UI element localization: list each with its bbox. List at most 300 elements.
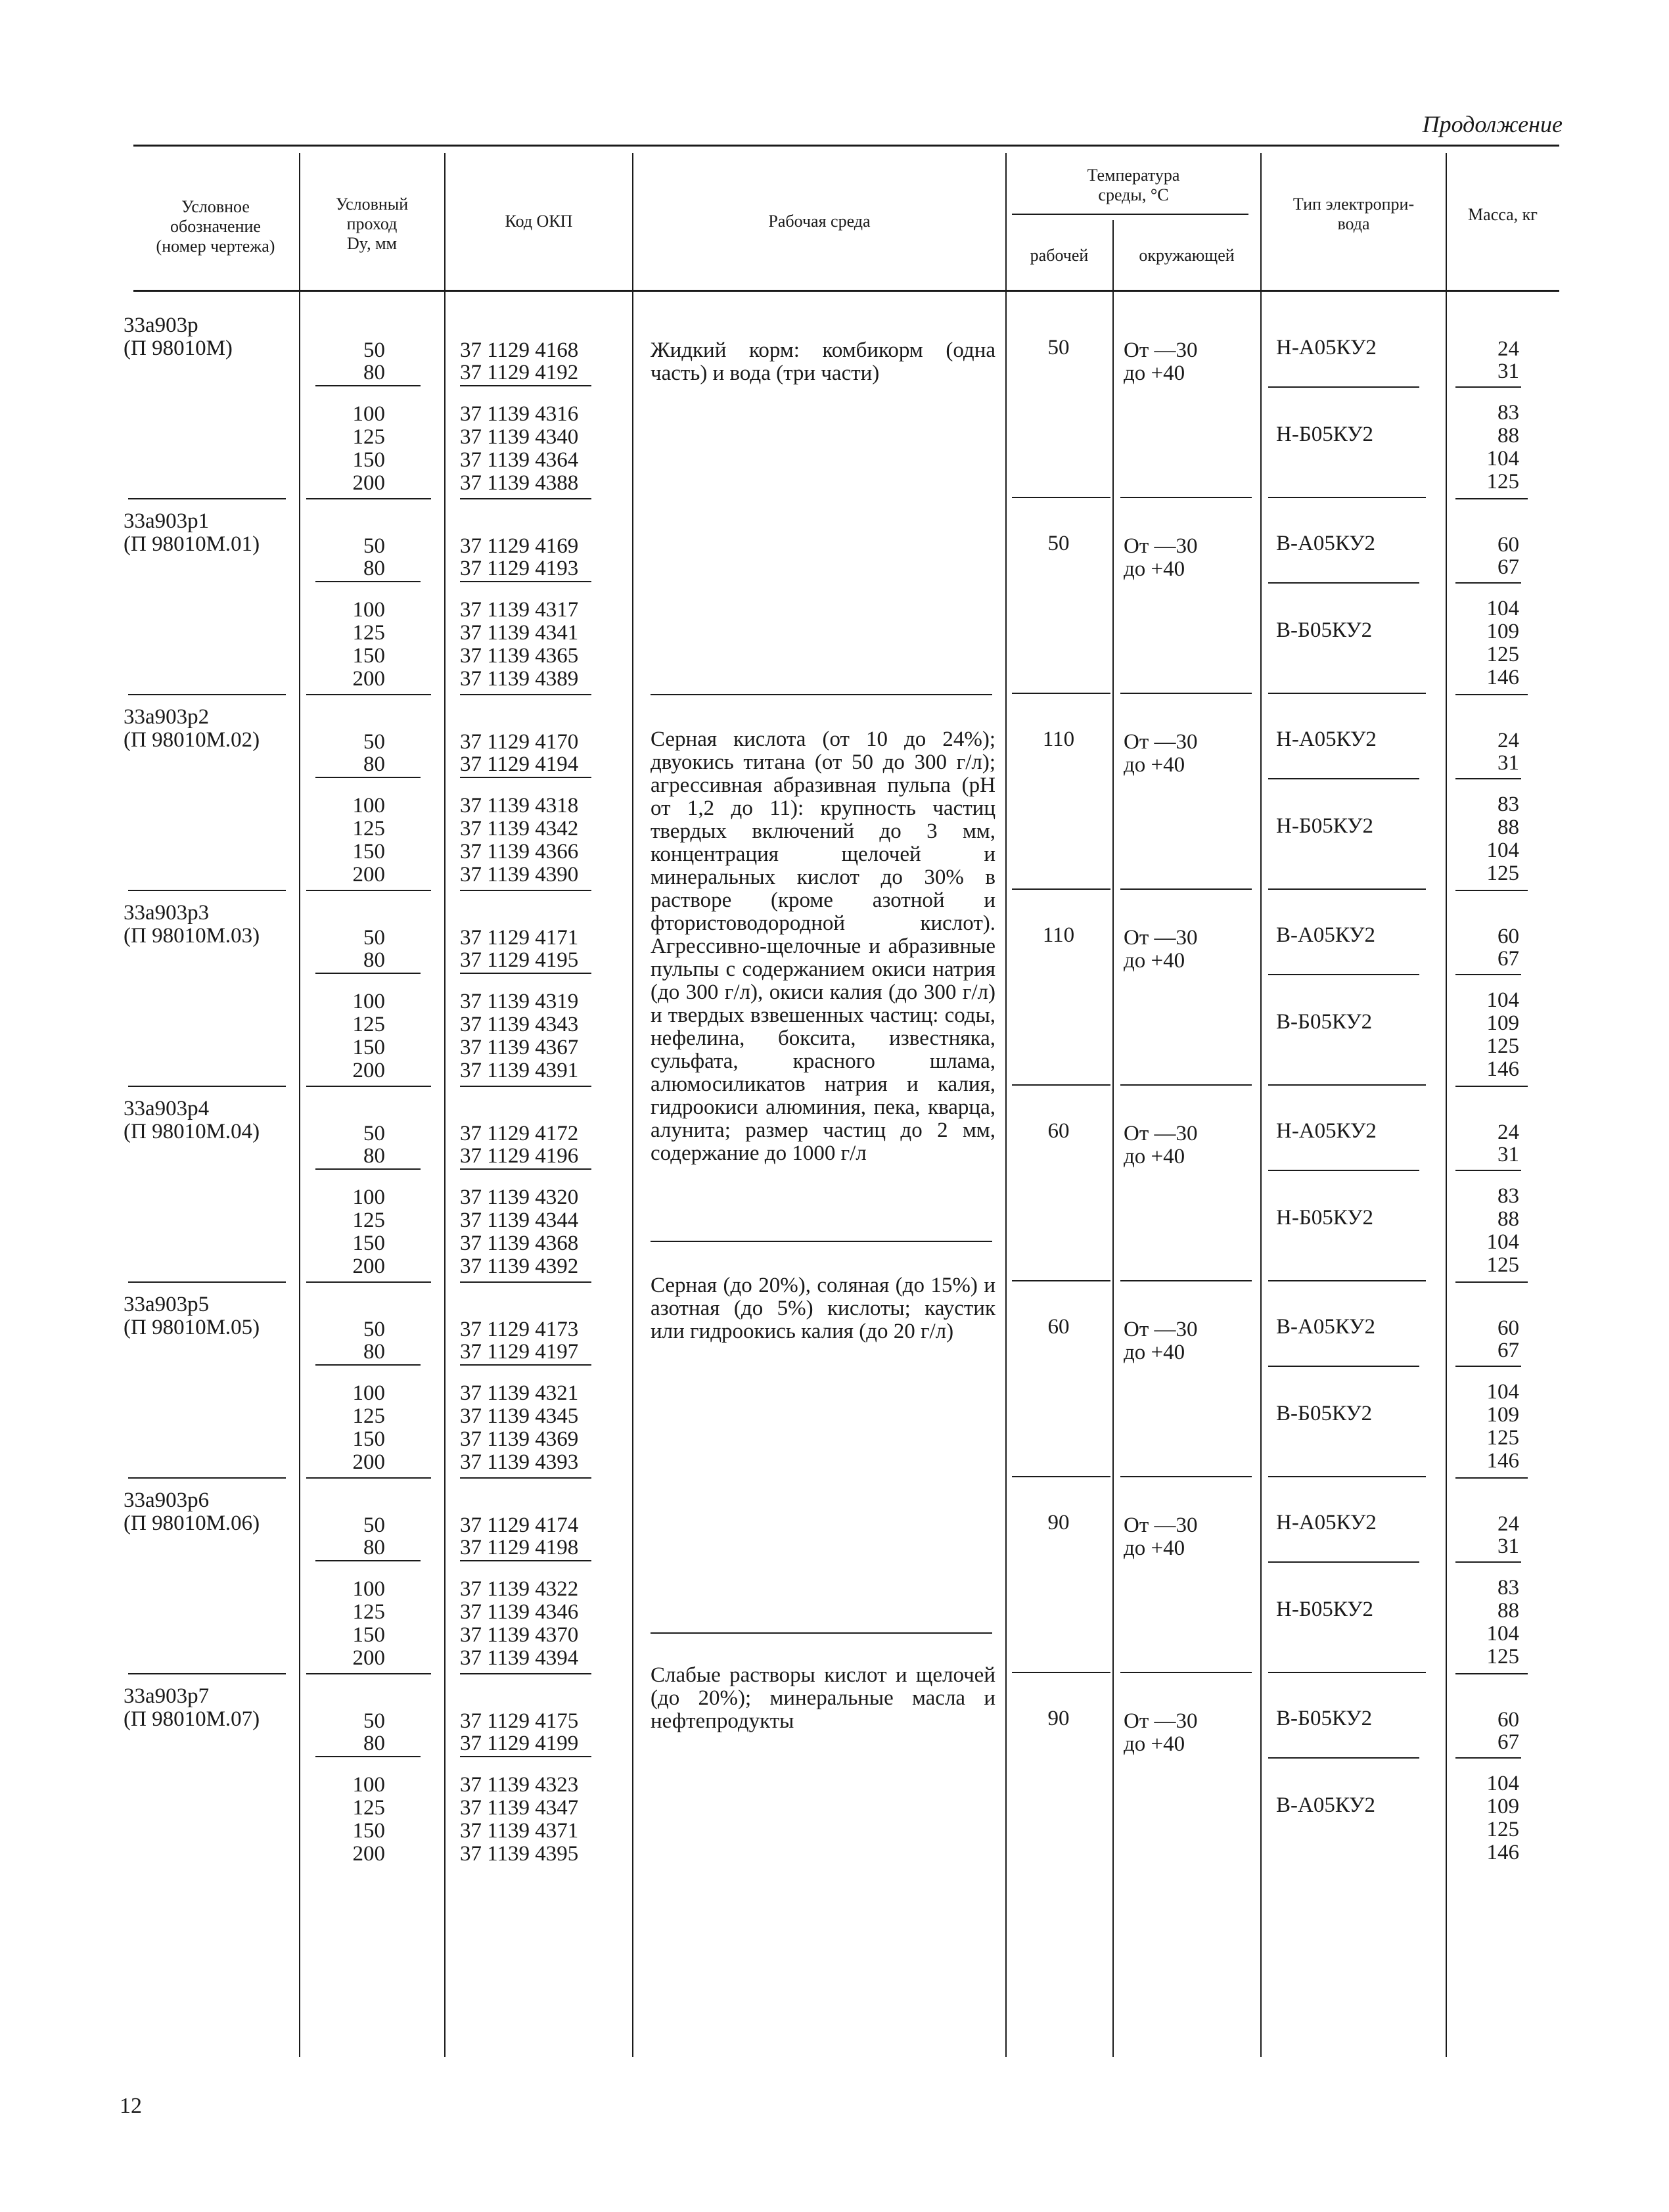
mass-value: 31	[1498, 1534, 1519, 1558]
dn-value: 100	[352, 1186, 385, 1209]
group-rule	[128, 1086, 286, 1087]
medium-rule	[651, 1632, 992, 1634]
group-rule	[1455, 694, 1528, 695]
drive-type: В-Б05КУ2	[1276, 1707, 1373, 1730]
dn-value: 200	[352, 863, 385, 887]
header-designation: Условное обозначение (номер чертежа)	[156, 197, 275, 256]
okp-split-rule	[460, 973, 591, 974]
dn-split-rule	[315, 1364, 421, 1366]
temp-ambient-to: до +40	[1124, 1341, 1185, 1364]
group-rule	[1268, 888, 1426, 890]
okp-code: 37 1139 4346	[460, 1600, 579, 1624]
group-rule	[306, 1477, 431, 1479]
okp-code: 37 1129 4170	[460, 730, 579, 754]
okp-code: 37 1129 4199	[460, 1732, 579, 1755]
group-rule	[1120, 1280, 1252, 1281]
temp-working-value: 60	[1047, 1315, 1070, 1339]
okp-code: 37 1139 4317	[460, 598, 579, 622]
group-rule	[1012, 497, 1110, 498]
temp-ambient-to: до +40	[1124, 557, 1185, 581]
drive-type: Н-А05КУ2	[1276, 1119, 1377, 1143]
okp-code: 37 1129 4192	[460, 361, 579, 384]
dn-value: 150	[352, 1036, 385, 1059]
dn-value: 50	[363, 338, 385, 362]
dn-value: 100	[352, 402, 385, 426]
group-rule	[1012, 1476, 1110, 1477]
mass-split-rule	[1455, 1366, 1521, 1367]
mass-value: 104	[1486, 447, 1519, 471]
drive-type: Н-Б05КУ2	[1276, 1598, 1373, 1621]
drive-type: В-А05КУ2	[1276, 1793, 1376, 1817]
okp-split-rule	[460, 777, 591, 778]
group-rule	[306, 1673, 431, 1674]
group-rule	[1120, 1476, 1252, 1477]
drive-type: В-Б05КУ2	[1276, 1402, 1373, 1425]
group-rule	[460, 1281, 591, 1283]
group-code: 33а903р2	[124, 705, 210, 729]
okp-code: 37 1139 4393	[460, 1450, 579, 1474]
temp-ambient-to: до +40	[1124, 949, 1185, 973]
okp-code: 37 1139 4364	[460, 448, 579, 472]
mass-value: 109	[1486, 1011, 1519, 1035]
dn-value: 100	[352, 598, 385, 622]
dn-value: 80	[363, 1732, 385, 1755]
continuation-label: Продолжение	[1422, 111, 1563, 137]
temp-working-value: 90	[1047, 1707, 1070, 1730]
okp-code: 37 1129 4168	[460, 338, 579, 362]
mass-value: 24	[1498, 1120, 1519, 1144]
col-divider-3	[632, 153, 633, 2057]
group-rule	[1455, 1673, 1528, 1674]
okp-code: 37 1139 4365	[460, 644, 579, 668]
group-rule	[1455, 890, 1528, 891]
header-drive: Тип электропри- вода	[1292, 195, 1415, 233]
group-drawing: (П 98010М)	[124, 336, 233, 360]
dn-value: 200	[352, 471, 385, 495]
dn-value: 125	[352, 1209, 385, 1232]
col-divider-6	[1260, 153, 1262, 2057]
header-bore: Условный проход Dy, мм	[335, 195, 409, 253]
group-rule	[1012, 888, 1110, 890]
temp-ambient-from: От —30	[1124, 1513, 1198, 1537]
mass-value: 125	[1486, 643, 1519, 666]
okp-split-rule	[460, 1560, 591, 1561]
drive-type: Н-Б05КУ2	[1276, 1206, 1373, 1230]
group-rule	[306, 498, 431, 499]
mass-value: 109	[1486, 1403, 1519, 1427]
mass-value: 88	[1498, 424, 1519, 448]
dn-value: 200	[352, 1450, 385, 1474]
okp-code: 37 1139 4342	[460, 817, 579, 841]
group-rule	[1120, 497, 1252, 498]
dn-value: 200	[352, 1255, 385, 1278]
dn-value: 50	[363, 1709, 385, 1733]
dn-split-rule	[315, 1560, 421, 1561]
drive-type: Н-А05КУ2	[1276, 727, 1377, 751]
drive-type: В-А05КУ2	[1276, 532, 1376, 555]
dn-value: 125	[352, 621, 385, 645]
mass-value: 24	[1498, 1512, 1519, 1536]
okp-code: 37 1129 4171	[460, 926, 579, 950]
group-rule	[1012, 693, 1110, 694]
mass-split-rule	[1455, 1170, 1521, 1171]
drive-type: Н-Б05КУ2	[1276, 423, 1373, 446]
mass-value: 31	[1498, 751, 1519, 775]
temp-working-value: 110	[1042, 923, 1075, 947]
group-rule	[1012, 1672, 1110, 1673]
mass-value: 109	[1486, 620, 1519, 643]
group-code: 33а903р5	[124, 1293, 210, 1316]
col-divider-4	[1005, 153, 1007, 2057]
mass-value: 104	[1486, 1380, 1519, 1404]
mass-value: 60	[1498, 533, 1519, 557]
okp-split-rule	[460, 1168, 591, 1170]
okp-code: 37 1139 4323	[460, 1773, 579, 1797]
mass-value: 104	[1486, 1772, 1519, 1795]
dn-value: 125	[352, 817, 385, 841]
page-number: 12	[120, 2094, 142, 2118]
mass-value: 31	[1498, 1143, 1519, 1166]
group-rule	[306, 1086, 431, 1087]
okp-code: 37 1139 4369	[460, 1427, 579, 1451]
dn-value: 200	[352, 1059, 385, 1082]
mass-value: 146	[1486, 1841, 1519, 1864]
group-rule	[128, 1673, 286, 1674]
table-top-rule	[133, 145, 1559, 147]
dn-value: 50	[363, 730, 385, 754]
group-code: 33а903р	[124, 313, 198, 337]
okp-code: 37 1129 4175	[460, 1709, 579, 1733]
group-rule	[306, 890, 431, 891]
okp-code: 37 1139 4341	[460, 621, 579, 645]
drive-split-rule	[1268, 1561, 1419, 1563]
group-drawing: (П 98010М.05)	[124, 1316, 260, 1339]
okp-split-rule	[460, 1364, 591, 1366]
mass-value: 67	[1498, 1730, 1519, 1754]
dn-split-rule	[315, 1756, 421, 1757]
dn-split-rule	[315, 777, 421, 778]
group-rule	[306, 694, 431, 695]
drive-split-rule	[1268, 1366, 1419, 1367]
mass-value: 104	[1486, 839, 1519, 862]
dn-value: 150	[352, 840, 385, 864]
group-rule	[460, 694, 591, 695]
drive-type: В-Б05КУ2	[1276, 618, 1373, 642]
okp-code: 37 1139 4316	[460, 402, 579, 426]
dn-value: 80	[363, 1536, 385, 1559]
dn-value: 150	[352, 1623, 385, 1647]
okp-code: 37 1139 4343	[460, 1013, 579, 1036]
okp-code: 37 1139 4344	[460, 1209, 579, 1232]
group-rule	[128, 890, 286, 891]
group-rule	[460, 1673, 591, 1674]
group-code: 33а903р6	[124, 1488, 210, 1512]
dn-value: 80	[363, 1340, 385, 1364]
okp-code: 37 1139 4394	[460, 1646, 579, 1670]
medium-rule	[651, 694, 992, 695]
mass-value: 104	[1486, 988, 1519, 1012]
mass-value: 83	[1498, 793, 1519, 816]
header-temp-ambient: окружающей	[1139, 246, 1235, 265]
mass-value: 60	[1498, 1316, 1519, 1340]
dn-value: 50	[363, 1318, 385, 1341]
group-rule	[1120, 1084, 1252, 1086]
mass-value: 104	[1486, 1622, 1519, 1646]
mass-value: 125	[1486, 862, 1519, 885]
group-rule	[1120, 693, 1252, 694]
header-temp-working: рабочей	[1030, 246, 1089, 265]
temp-ambient-to: до +40	[1124, 1145, 1185, 1168]
mass-value: 31	[1498, 359, 1519, 383]
temp-ambient-from: От —30	[1124, 534, 1198, 558]
medium-text-2: Серная кислота (от 10 до 24%); двуокись титана (от 50 до 300 г/л); агрессивная абразивная пульпа (pH от 1,2 до 11): крупность частиц твердых включений до 3 мм, концентрация щелочей и минеральных кислот до 30% в растворе (кроме азотной и фтористоводородной кислот). Агрессивно-щелочные и абразивные пульпы с содержанием окиси натрия (до 300 г/л), окиси калия (до 300 г/л) и твердых взвешенных частиц: соды, нефелина, боксита, известняка, сульфата, красного шлама, алюмосиликатов натрия и калия, гидроокиси алюминия, пека, кварца, алунита; размер частиц до 2 мм, содержание до 1000 г/л	[651, 727, 995, 1165]
dn-value: 125	[352, 1600, 385, 1624]
okp-code: 37 1129 4194	[460, 752, 579, 776]
col-divider-7	[1446, 153, 1447, 2057]
header-bottom-rule	[133, 290, 1559, 292]
mass-value: 67	[1498, 947, 1519, 971]
dn-split-rule	[315, 385, 421, 386]
temp-ambient-from: От —30	[1124, 1318, 1198, 1341]
group-rule	[1268, 1672, 1426, 1673]
okp-code: 37 1139 4392	[460, 1255, 579, 1278]
mass-split-rule	[1455, 1561, 1521, 1563]
group-rule	[1268, 1084, 1426, 1086]
dn-value: 100	[352, 794, 385, 818]
col-divider-1	[299, 153, 300, 2057]
dn-value: 50	[363, 534, 385, 558]
group-rule	[460, 1477, 591, 1479]
temp-ambient-from: От —30	[1124, 1122, 1198, 1145]
mass-value: 83	[1498, 1184, 1519, 1208]
mass-value: 146	[1486, 1449, 1519, 1473]
dn-value: 50	[363, 926, 385, 950]
drive-split-rule	[1268, 1757, 1419, 1759]
dn-value: 80	[363, 557, 385, 580]
mass-value: 67	[1498, 555, 1519, 579]
mass-value: 104	[1486, 597, 1519, 620]
mass-value: 83	[1498, 1576, 1519, 1600]
dn-value: 200	[352, 1842, 385, 1866]
medium-text-3: Серная (до 20%), соляная (до 15%) и азотная (до 5%) кислоты; каустик или гидроокись калия (до 20 г/л)	[651, 1274, 995, 1343]
group-rule	[128, 1477, 286, 1479]
mass-value: 67	[1498, 1339, 1519, 1362]
medium-text-1: Жидкий корм: комбикорм (одна часть) и вода (три части)	[651, 338, 995, 385]
dn-value: 125	[352, 425, 385, 449]
okp-split-rule	[460, 581, 591, 582]
temp-ambient-from: От —30	[1124, 730, 1198, 754]
temp-working-value: 60	[1047, 1119, 1070, 1143]
mass-value: 88	[1498, 816, 1519, 839]
mass-split-rule	[1455, 582, 1521, 584]
okp-code: 37 1139 4321	[460, 1381, 579, 1405]
group-rule	[1120, 1672, 1252, 1673]
dn-value: 80	[363, 752, 385, 776]
temp-ambient-from: От —30	[1124, 1709, 1198, 1733]
dn-value: 50	[363, 1513, 385, 1537]
okp-code: 37 1139 4389	[460, 667, 579, 691]
group-rule	[460, 1086, 591, 1087]
drive-type: В-Б05КУ2	[1276, 1010, 1373, 1034]
okp-code: 37 1129 4172	[460, 1122, 579, 1145]
okp-code: 37 1129 4196	[460, 1144, 579, 1168]
mass-value: 24	[1498, 337, 1519, 361]
okp-code: 37 1129 4173	[460, 1318, 579, 1341]
group-drawing: (П 98010М.06)	[124, 1511, 260, 1535]
mass-value: 125	[1486, 1818, 1519, 1841]
group-rule	[128, 498, 286, 499]
mass-split-rule	[1455, 1757, 1521, 1759]
group-rule	[1268, 497, 1426, 498]
okp-code: 37 1139 4340	[460, 425, 579, 449]
col-divider-5	[1112, 220, 1114, 2057]
temp-working-value: 50	[1047, 336, 1070, 359]
okp-split-rule	[460, 1756, 591, 1757]
group-drawing: (П 98010М.04)	[124, 1120, 260, 1143]
okp-code: 37 1139 4318	[460, 794, 579, 818]
group-code: 33а903р3	[124, 901, 210, 925]
temp-working-value: 90	[1047, 1511, 1070, 1534]
dn-value: 80	[363, 1144, 385, 1168]
mass-value: 88	[1498, 1207, 1519, 1231]
okp-code: 37 1139 4320	[460, 1186, 579, 1209]
col-divider-2	[444, 153, 446, 2057]
okp-code: 37 1139 4319	[460, 990, 579, 1013]
drive-type: В-А05КУ2	[1276, 923, 1376, 947]
okp-code: 37 1139 4395	[460, 1842, 579, 1866]
dn-value: 150	[352, 1819, 385, 1843]
drive-type: Н-А05КУ2	[1276, 1511, 1377, 1534]
temp-ambient-to: до +40	[1124, 1732, 1185, 1756]
mass-value: 60	[1498, 1708, 1519, 1732]
mass-value: 146	[1486, 666, 1519, 689]
temp-working-value: 50	[1047, 532, 1070, 555]
dn-value: 150	[352, 1427, 385, 1451]
dn-value: 200	[352, 1646, 385, 1670]
okp-code: 37 1129 4174	[460, 1513, 579, 1537]
okp-split-rule	[460, 385, 591, 386]
group-drawing: (П 98010М.01)	[124, 532, 260, 556]
group-rule	[128, 694, 286, 695]
medium-rule	[651, 1241, 992, 1242]
mass-value: 88	[1498, 1599, 1519, 1623]
group-rule	[1455, 1477, 1528, 1479]
dn-value: 200	[352, 667, 385, 691]
group-rule	[460, 890, 591, 891]
okp-code: 37 1129 4198	[460, 1536, 579, 1559]
mass-value: 24	[1498, 729, 1519, 752]
header-mass: Масса, кг	[1468, 205, 1538, 224]
mass-value: 109	[1486, 1795, 1519, 1818]
dn-value: 125	[352, 1404, 385, 1428]
okp-code: 37 1139 4322	[460, 1577, 579, 1601]
mass-value: 125	[1486, 1253, 1519, 1277]
drive-split-rule	[1268, 1170, 1419, 1171]
group-code: 33а903р1	[124, 509, 210, 533]
dn-value: 150	[352, 448, 385, 472]
mass-value: 146	[1486, 1057, 1519, 1081]
drive-split-rule	[1268, 974, 1419, 975]
temp-ambient-to: до +40	[1124, 361, 1185, 385]
mass-value: 125	[1486, 1426, 1519, 1450]
temp-ambient-from: От —30	[1124, 926, 1198, 950]
dn-value: 100	[352, 1577, 385, 1601]
okp-code: 37 1139 4370	[460, 1623, 579, 1647]
okp-code: 37 1139 4368	[460, 1232, 579, 1255]
temp-working-value: 110	[1042, 727, 1075, 751]
mass-value: 125	[1486, 1034, 1519, 1058]
dn-split-rule	[315, 581, 421, 582]
header-medium: Рабочая среда	[768, 212, 871, 231]
dn-value: 50	[363, 1122, 385, 1145]
temp-ambient-from: От —30	[1124, 338, 1198, 362]
dn-value: 80	[363, 948, 385, 972]
dn-value: 150	[352, 644, 385, 668]
dn-split-rule	[315, 973, 421, 974]
okp-code: 37 1139 4388	[460, 471, 579, 495]
okp-code: 37 1129 4193	[460, 557, 579, 580]
header-temperature: Температура среды, °С	[1087, 166, 1180, 204]
okp-code: 37 1139 4345	[460, 1404, 579, 1428]
mass-value: 104	[1486, 1230, 1519, 1254]
dn-value: 125	[352, 1013, 385, 1036]
drive-type: Н-Б05КУ2	[1276, 814, 1373, 838]
okp-code: 37 1129 4169	[460, 534, 579, 558]
mass-split-rule	[1455, 974, 1521, 975]
group-drawing: (П 98010М.03)	[124, 924, 260, 948]
temp-ambient-to: до +40	[1124, 1536, 1185, 1560]
group-drawing: (П 98010М.07)	[124, 1707, 260, 1731]
mass-value: 125	[1486, 1645, 1519, 1669]
group-rule	[460, 498, 591, 499]
group-rule	[1012, 1084, 1110, 1086]
group-rule	[306, 1281, 431, 1283]
group-rule	[1455, 1086, 1528, 1087]
mass-split-rule	[1455, 386, 1521, 388]
group-rule	[1012, 1280, 1110, 1281]
medium-text-4: Слабые растворы кислот и щелочей (до 20%); минеральные масла и нефтепродукты	[651, 1663, 995, 1733]
dn-value: 100	[352, 1773, 385, 1797]
okp-code: 37 1139 4366	[460, 840, 579, 864]
group-drawing: (П 98010М.02)	[124, 728, 260, 752]
mass-value: 83	[1498, 401, 1519, 425]
drive-split-rule	[1268, 386, 1419, 388]
temp-ambient-to: до +40	[1124, 753, 1185, 777]
mass-value: 60	[1498, 925, 1519, 948]
okp-code: 37 1129 4197	[460, 1340, 579, 1364]
okp-code: 37 1139 4391	[460, 1059, 579, 1082]
group-rule	[128, 1281, 286, 1283]
group-rule	[1268, 693, 1426, 694]
okp-code: 37 1139 4371	[460, 1819, 579, 1843]
okp-code: 37 1139 4367	[460, 1036, 579, 1059]
group-rule	[1268, 1476, 1426, 1477]
group-rule	[1120, 888, 1252, 890]
drive-split-rule	[1268, 778, 1419, 779]
okp-code: 37 1139 4347	[460, 1796, 579, 1820]
mass-split-rule	[1455, 778, 1521, 779]
dn-split-rule	[315, 1168, 421, 1170]
drive-type: Н-А05КУ2	[1276, 336, 1377, 359]
group-rule	[1455, 498, 1528, 499]
okp-code: 37 1129 4195	[460, 948, 579, 972]
group-code: 33а903р4	[124, 1097, 210, 1120]
temperature-header-rule	[1012, 214, 1248, 215]
drive-type: В-А05КУ2	[1276, 1315, 1376, 1339]
mass-value: 125	[1486, 470, 1519, 494]
header-okp: Код ОКП	[505, 212, 573, 231]
dn-value: 150	[352, 1232, 385, 1255]
